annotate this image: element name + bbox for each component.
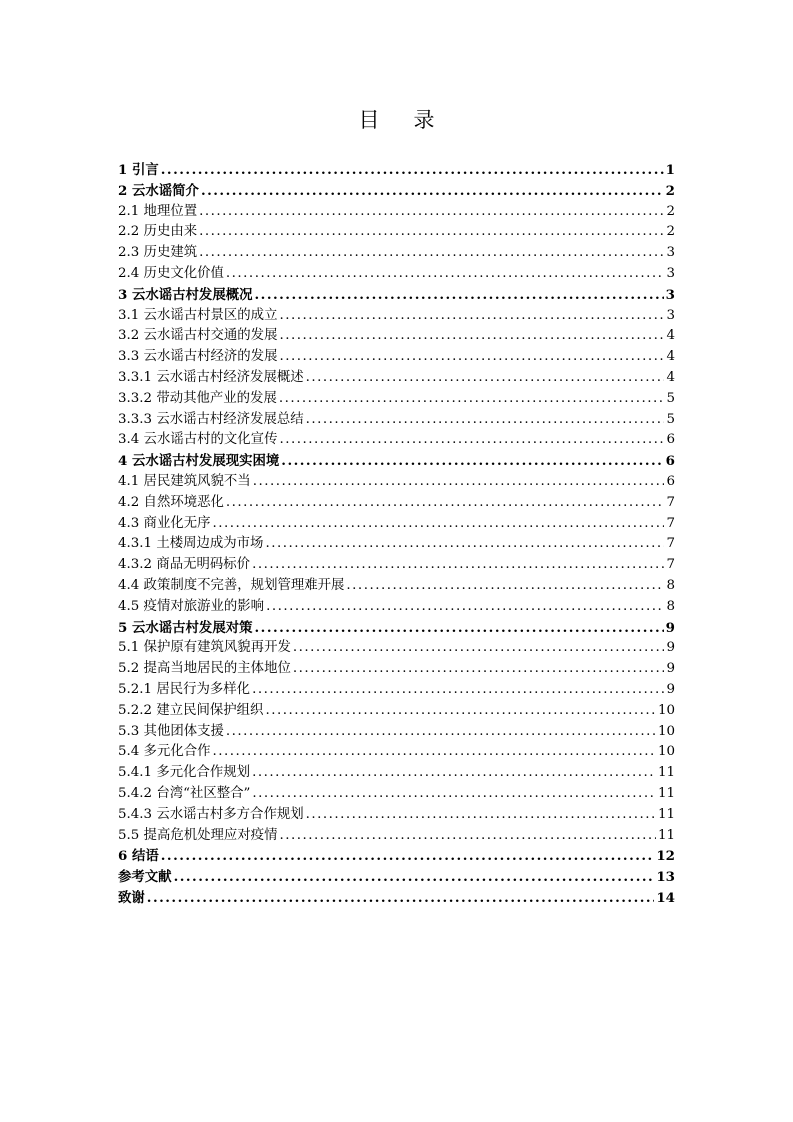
toc-entry-label: 3 云水谣古村发展概况: [118, 286, 253, 303]
toc-entry-page-number: 2: [666, 203, 675, 219]
toc-entry[interactable]: [118, 680, 675, 701]
toc-entry-label: 4.4 政策制度不完善，规划管理难开展: [118, 577, 345, 593]
toc-entry-label: 2.2 历史由来: [118, 224, 198, 240]
toc-entry[interactable]: [118, 784, 675, 805]
toc-entry-label: 2.4 历史文化价值: [118, 265, 224, 281]
dot-leader: [213, 742, 656, 763]
toc-entry-label: 4.5 疫情对旅游业的影响: [118, 598, 265, 614]
toc-entry-page-number: 5: [666, 411, 675, 427]
dot-leader: [279, 826, 655, 847]
toc-entry-page-number: 9: [665, 619, 675, 636]
dot-leader: [265, 534, 664, 555]
dot-leader: [346, 576, 664, 597]
toc-entry-page-number: 4: [666, 328, 675, 344]
toc-entry-label: 5.5 提高危机处理应对疫情: [118, 827, 278, 843]
dot-leader: [255, 618, 664, 639]
dot-leader: [174, 867, 655, 888]
dot-leader: [279, 389, 665, 410]
toc-entry-label: 3.3.3 云水谣古村经济发展总结: [118, 411, 304, 427]
toc-entry-page-number: 9: [666, 681, 675, 697]
toc-entry[interactable]: [118, 597, 675, 618]
toc-entry[interactable]: [118, 867, 675, 888]
dot-leader: [306, 805, 656, 826]
toc-entry-page-number: 11: [657, 765, 675, 781]
toc-entry-label: 5.2.2 建立民间保护组织: [118, 702, 264, 718]
toc-entry-label: 2.3 历史建筑: [118, 245, 198, 261]
toc-entry-label: 3.1 云水谣古村景区的成立: [118, 307, 278, 323]
toc-entry[interactable]: [118, 264, 675, 285]
toc-entry-label: 3.3.1 云水谣古村经济发展概述: [118, 369, 304, 385]
toc-title-char-1: 目: [358, 108, 380, 132]
toc-entry-page-number: 7: [666, 557, 675, 573]
toc-title-char-2: 录: [413, 108, 435, 132]
toc-entry-page-number: 8: [666, 577, 675, 593]
toc-entry[interactable]: [118, 555, 675, 576]
dot-leader: [252, 555, 664, 576]
toc-entry[interactable]: [118, 202, 675, 223]
dot-leader: [265, 701, 656, 722]
toc-entry-label: 4.3.2 商品无明码标价: [118, 557, 251, 573]
toc-entry[interactable]: [118, 472, 675, 493]
toc-entry-label: 4.3.1 土楼周边成为市场: [118, 536, 264, 552]
toc-entry[interactable]: [118, 410, 675, 431]
dot-leader: [279, 430, 664, 451]
toc-entry[interactable]: [118, 742, 675, 763]
toc-entry-label: 5.4.1 多元化合作规划: [118, 765, 251, 781]
toc-entry-page-number: 7: [666, 494, 675, 510]
toc-entry-page-number: 4: [666, 349, 675, 365]
dot-leader: [306, 368, 665, 389]
dot-leader: [306, 410, 665, 431]
toc-entry-page-number: 9: [666, 661, 675, 677]
toc-entry[interactable]: [118, 285, 675, 306]
toc-entry-page-number: 8: [666, 598, 675, 614]
dot-leader: [252, 784, 656, 805]
toc-entry[interactable]: [118, 326, 675, 347]
toc-entry-page-number: 11: [657, 827, 675, 843]
dot-leader: [201, 181, 664, 202]
toc-entry-label: 4.3 商业化无序: [118, 515, 211, 531]
toc-entry-label: 5.1 保护原有建筑风貌再开发: [118, 640, 291, 656]
toc-entry[interactable]: [118, 368, 675, 389]
dot-leader: [147, 888, 655, 909]
toc-entry-label: 致谢: [118, 889, 145, 906]
toc-entry-label: 4 云水谣古村发展现实困境: [118, 453, 280, 470]
toc-entry-page-number: 7: [666, 515, 675, 531]
toc-entry[interactable]: [118, 430, 675, 451]
toc-entry[interactable]: [118, 618, 675, 639]
toc-entry[interactable]: [118, 638, 675, 659]
toc-entry[interactable]: [118, 181, 675, 202]
toc-entry-label: 3.4 云水谣古村的文化宣传: [118, 432, 278, 448]
toc-entry[interactable]: [118, 514, 675, 535]
toc-entry-label: 参考文献: [118, 869, 172, 886]
toc-entry[interactable]: [118, 659, 675, 680]
toc-entry[interactable]: [118, 243, 675, 264]
toc-entry-page-number: 3: [665, 286, 675, 303]
dot-leader: [253, 472, 665, 493]
table-of-contents: [118, 160, 675, 909]
toc-entry-page-number: 2: [665, 182, 675, 199]
toc-entry[interactable]: [118, 451, 675, 472]
dot-leader: [266, 597, 664, 618]
toc-entry-page-number: 3: [666, 307, 675, 323]
toc-entry[interactable]: [118, 805, 675, 826]
dot-leader: [161, 846, 655, 867]
toc-entry-label: 4.1 居民建筑风貌不当: [118, 473, 251, 489]
dot-leader: [293, 659, 665, 680]
toc-entry[interactable]: [118, 222, 675, 243]
toc-entry[interactable]: [118, 826, 675, 847]
toc-entry-label: 6 结语: [118, 848, 159, 865]
toc-entry[interactable]: [118, 347, 675, 368]
toc-entry[interactable]: [118, 576, 675, 597]
toc-entry-page-number: 11: [657, 785, 675, 801]
toc-entry-label: 3.3.2 带动其他产业的发展: [118, 390, 277, 406]
toc-entry-page-number: 4: [666, 369, 675, 385]
toc-entry-page-number: 12: [656, 848, 675, 865]
toc-entry-label: 5.4.3 云水谣古村多方合作规划: [118, 806, 304, 822]
toc-entry-page-number: 6: [665, 453, 675, 470]
dot-leader: [252, 763, 656, 784]
dot-leader: [226, 722, 656, 743]
toc-entry[interactable]: [118, 701, 675, 722]
toc-entry-label: 5.2.1 居民行为多样化: [118, 681, 251, 697]
toc-entry[interactable]: [118, 160, 675, 181]
dot-leader: [293, 638, 665, 659]
toc-title: [0, 104, 793, 134]
toc-entry-page-number: 11: [657, 806, 675, 822]
toc-entry-page-number: 14: [656, 889, 675, 906]
toc-entry-label: 2.1 地理位置: [118, 203, 198, 219]
toc-entry[interactable]: [118, 722, 675, 743]
toc-entry-page-number: 10: [657, 723, 675, 739]
toc-entry-page-number: 6: [666, 473, 675, 489]
toc-entry-label: 1 引言: [118, 162, 159, 178]
dot-leader: [199, 222, 664, 243]
dot-leader: [161, 160, 664, 181]
toc-entry-page-number: 10: [657, 702, 675, 718]
toc-entry-page-number: 1: [665, 162, 675, 178]
toc-entry[interactable]: [118, 306, 675, 327]
toc-entry-label: 5 云水谣古村发展对策: [118, 619, 253, 636]
toc-entry-label: 5.4 多元化合作: [118, 744, 211, 760]
toc-entry[interactable]: [118, 389, 675, 410]
dot-leader: [252, 680, 664, 701]
toc-entry-label: 5.3 其他团体支援: [118, 723, 224, 739]
toc-entry-page-number: 7: [666, 536, 675, 552]
toc-entry-label: 3.2 云水谣古村交通的发展: [118, 328, 278, 344]
dot-leader: [255, 285, 664, 306]
toc-entry-label: 2 云水谣简介: [118, 182, 199, 199]
dot-leader: [279, 306, 664, 327]
toc-entry[interactable]: [118, 888, 675, 909]
toc-entry-page-number: 2: [666, 224, 675, 240]
dot-leader: [279, 347, 664, 368]
dot-leader: [281, 451, 663, 472]
toc-entry-label: 5.4.2 台湾“社区整合”: [118, 785, 251, 801]
toc-entry-page-number: 6: [666, 432, 675, 448]
toc-entry[interactable]: [118, 763, 675, 784]
dot-leader: [199, 243, 664, 264]
toc-entry-page-number: 13: [656, 869, 675, 886]
toc-entry-page-number: 3: [666, 265, 675, 281]
toc-entry-page-number: 9: [666, 640, 675, 656]
toc-entry[interactable]: [118, 493, 675, 514]
dot-leader: [199, 202, 664, 223]
toc-entry-label: 5.2 提高当地居民的主体地位: [118, 661, 291, 677]
toc-entry[interactable]: [118, 846, 675, 867]
toc-entry-page-number: 3: [666, 245, 675, 261]
dot-leader: [226, 264, 665, 285]
toc-entry[interactable]: [118, 534, 675, 555]
dot-leader: [226, 493, 665, 514]
toc-entry-page-number: 10: [657, 744, 675, 760]
toc-entry-label: 3.3 云水谣古村经济的发展: [118, 349, 278, 365]
toc-entry-page-number: 5: [666, 390, 675, 406]
dot-leader: [279, 326, 664, 347]
dot-leader: [213, 514, 665, 535]
toc-entry-label: 4.2 自然环境恶化: [118, 494, 224, 510]
